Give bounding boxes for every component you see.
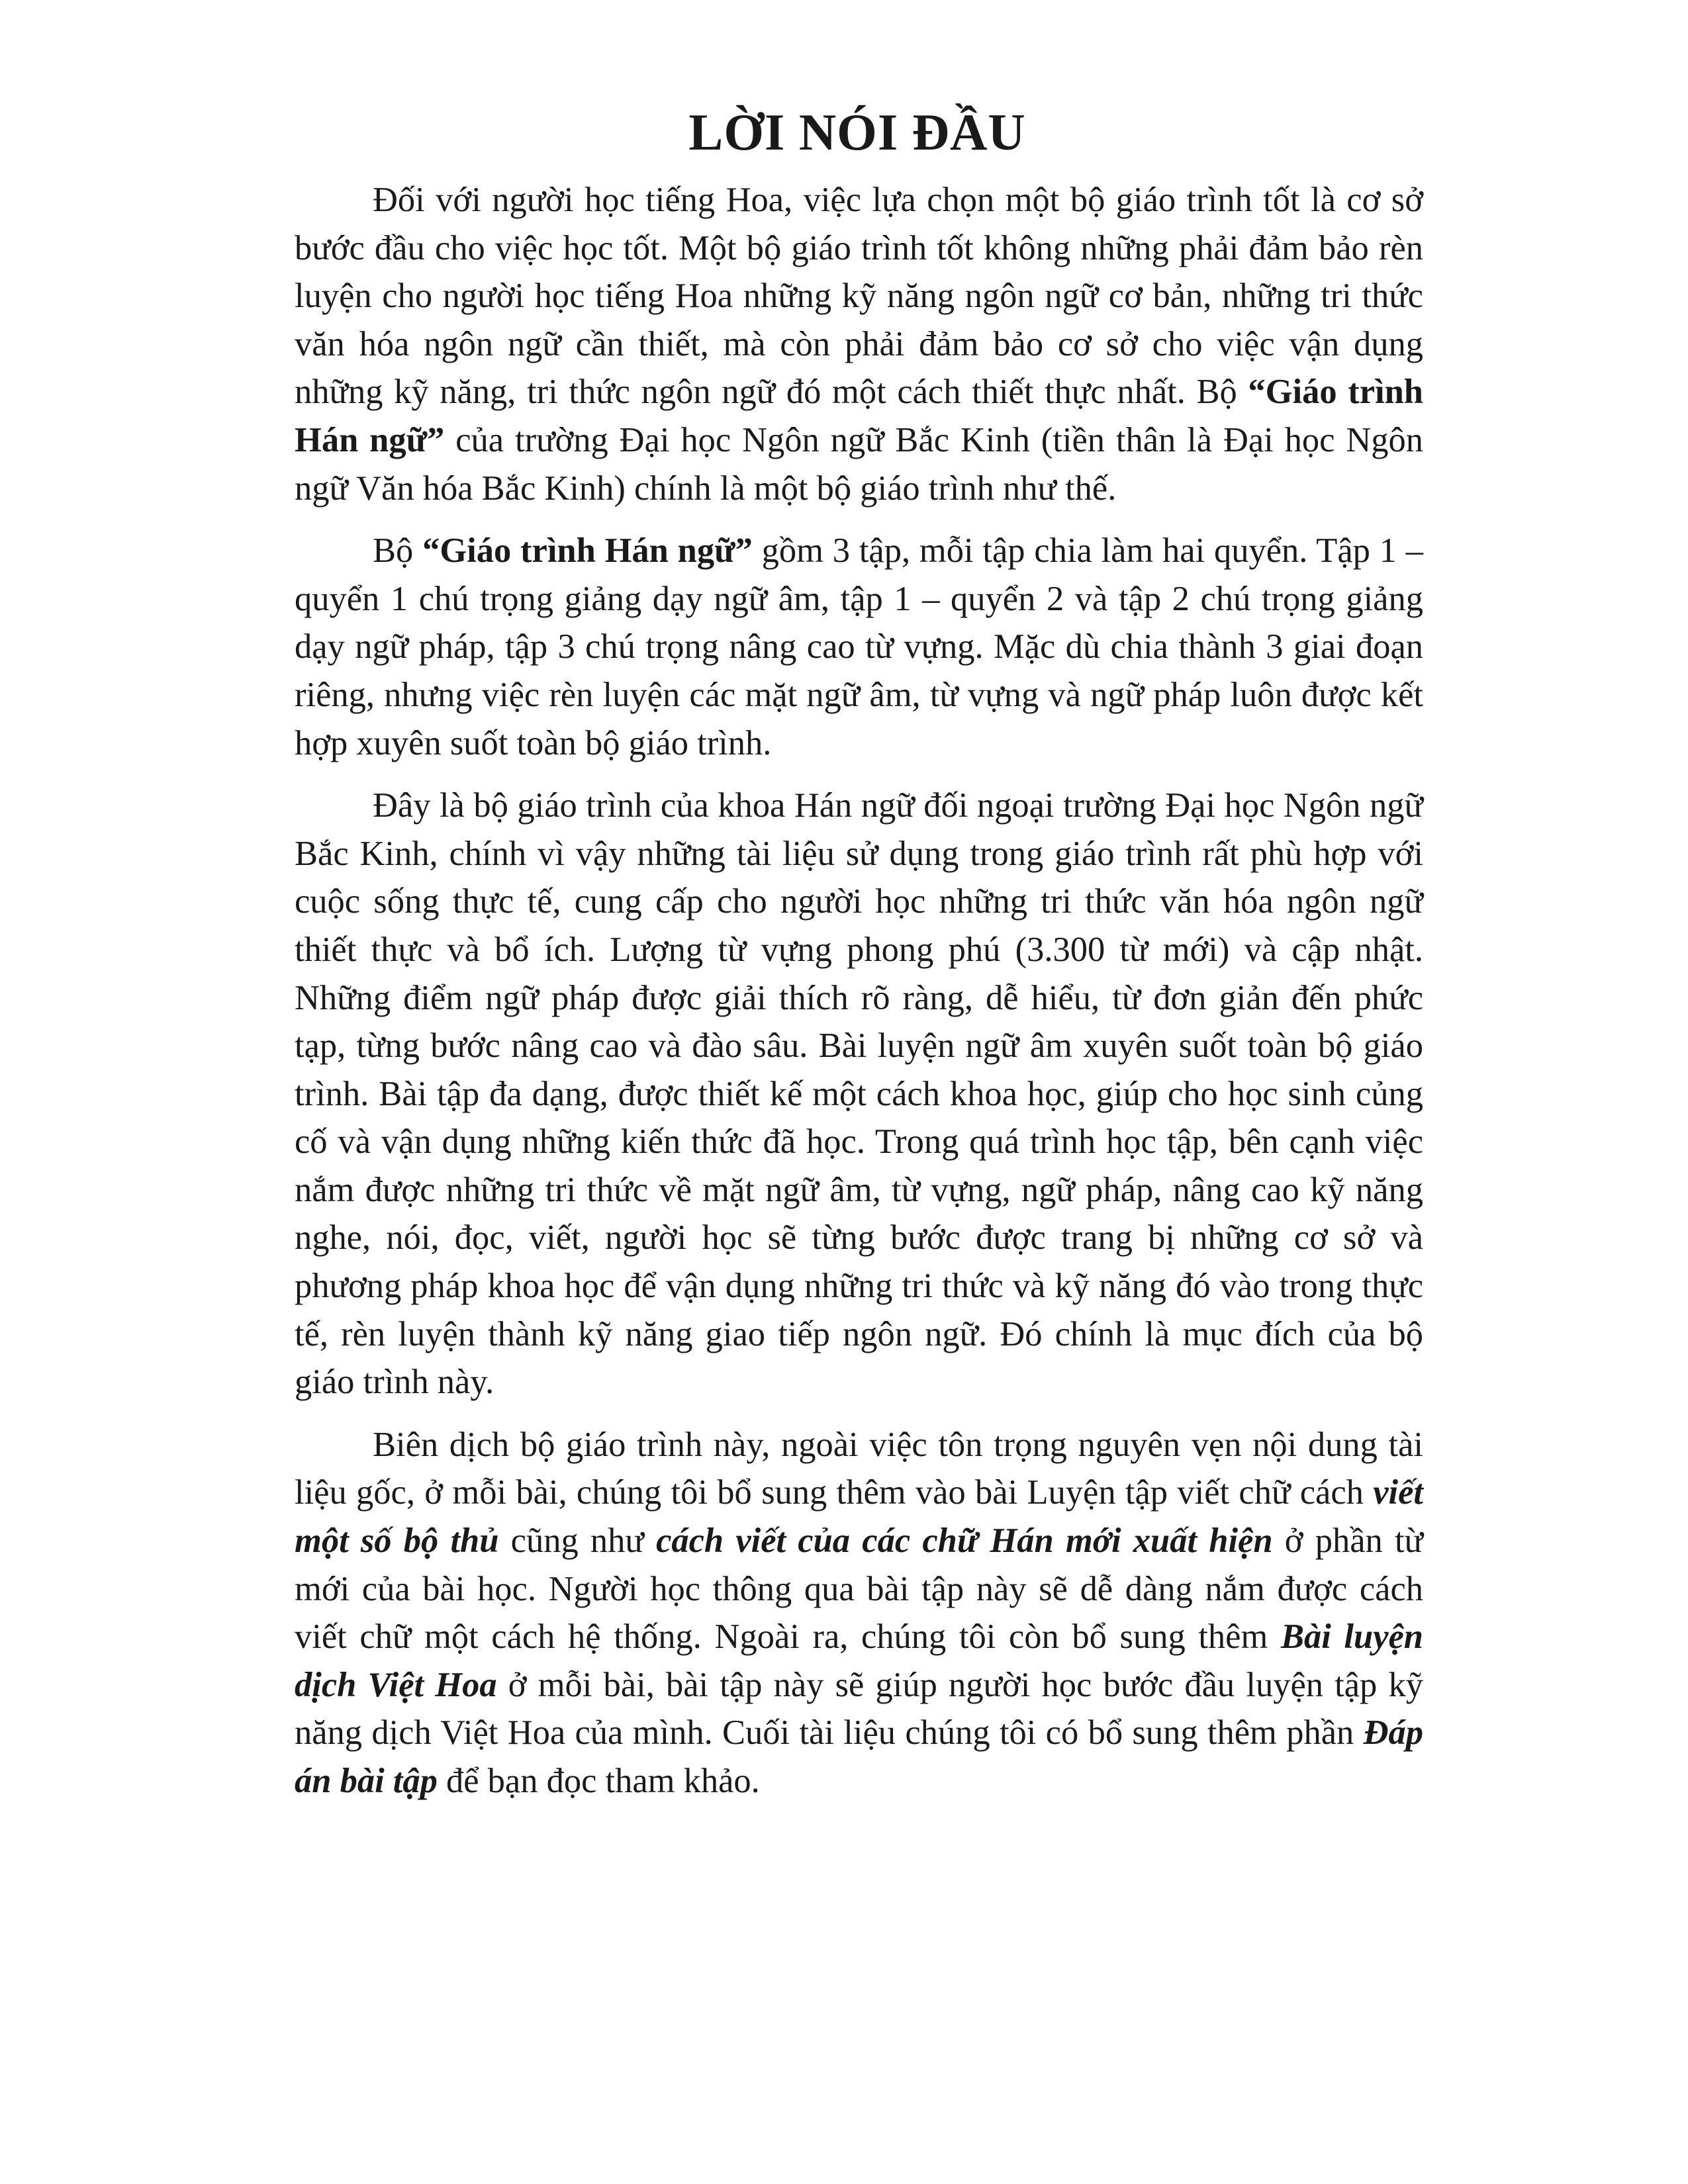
paragraph-1: [295, 176, 1423, 512]
book-title-emphasis: “Giáo trình Hán ngữ”: [422, 531, 753, 570]
paragraph-3: [295, 782, 1423, 1406]
text-run: cũng như: [498, 1522, 657, 1561]
emphasis-answer-key: Đáp án bài tập: [295, 1713, 1423, 1800]
text-run: ở mỗi bài, bài tập này sẽ giúp người học bước đầu luyện tập kỹ năng dịch Việt Hoa của mình. Cuối tài liệu chúng tôi có bổ sung thêm phần: [295, 1665, 1423, 1752]
text-run: Biên dịch bộ giáo trình này, ngoài việc tôn trọng nguyên vẹn nội dung tài liệu gốc, ở mỗi bài, chúng tôi bổ sung thêm vào bài Luyện tập viết chữ cách: [295, 1425, 1423, 1512]
emphasis-radicals: viết một số bộ thủ: [295, 1473, 1423, 1561]
emphasis-new-characters: cách viết của các chữ Hán mới xuất hiện: [656, 1522, 1273, 1561]
text-run: gồm 3 tập, mỗi tập chia làm hai quyển. Tập 1 – quyển 1 chú trọng giảng dạy ngữ âm, tập 1 – quyển 2 và tập 2 chú trọng giảng dạy ngữ pháp, tập 3 chú trọng nâng cao từ vựng. Mặc dù chia thành 3 giai đoạn riêng, nhưng việc rèn luyện các mặt ngữ âm, từ vựng và ngữ pháp luôn được kết hợp xuyên suốt toàn bộ giáo trình.: [295, 531, 1423, 762]
text-run: ở phần từ mới của bài học. Người học thông qua bài tập này sẽ dễ dàng nắm được cách viết chữ một cách hệ thống. Ngoài ra, chúng tôi còn bổ sung thêm: [295, 1522, 1423, 1657]
text-run: Đối với người học tiếng Hoa, việc lựa chọn một bộ giáo trình tốt là cơ sở bước đầu cho việc học tốt. Một bộ giáo trình tốt không những phải đảm bảo rèn luyện cho người học tiếng Hoa những kỹ năng ngôn ngữ cơ bản, những tri thức văn hóa ngôn ngữ cần thiết, mà còn phải đảm bảo cơ sở cho việc vận dụng những kỹ năng, tri thức ngôn ngữ đó một cách thiết thực nhất. Bộ: [295, 181, 1423, 412]
text-run: để bạn đọc tham khảo.: [437, 1762, 760, 1800]
emphasis-translation-exercise: Bài luyện dịch Việt Hoa: [295, 1617, 1423, 1704]
text-run: Bộ: [373, 531, 423, 570]
page-title: LỜI NÓI ĐẦU: [688, 103, 1026, 161]
text-run: của trường Đại học Ngôn ngữ Bắc Kinh (tiền thân là Đại học Ngôn ngữ Văn hóa Bắc Kinh) chính là một bộ giáo trình như thế.: [295, 420, 1423, 508]
paragraph-2: [295, 527, 1423, 767]
text-run: Đây là bộ giáo trình của khoa Hán ngữ đối ngoại trường Đại học Ngôn ngữ Bắc Kinh, chính vì vậy những tài liệu sử dụng trong giáo trình rất phù hợp với cuộc sống thực tế, cung cấp cho người học những tri thức văn hóa ngôn ngữ thiết thực và bổ ích. Lượng từ vựng phong phú (3.300 từ mới) và cập nhật. Những điểm ngữ pháp được giải thích rõ ràng, dễ hiểu, từ đơn giản đến phức tạp, từng bước nâng cao và đào sâu. Bài luyện ngữ âm xuyên suốt toàn bộ giáo trình. Bài tập đa dạng, được thiết kế một cách khoa học, giúp cho học sinh củng cố và vận dụng những kiến thức đã học. Trong quá trình học tập, bên cạnh việc nắm được những tri thức về mặt ngữ âm, từ vựng, ngữ pháp, nâng cao kỹ năng nghe, nói, đọc, viết, người học sẽ từng bước được trang bị những cơ sở và phương pháp khoa học để vận dụng những tri thức và kỹ năng đó vào trong thực tế, rèn luyện thành kỹ năng giao tiếp ngôn ngữ. Đó chính là mục đích của bộ giáo trình này.: [295, 786, 1423, 1402]
body-text: [295, 176, 1423, 1820]
book-title-emphasis: “Giáo trình Hán ngữ”: [295, 373, 1423, 459]
paragraph-4: [295, 1421, 1423, 1805]
